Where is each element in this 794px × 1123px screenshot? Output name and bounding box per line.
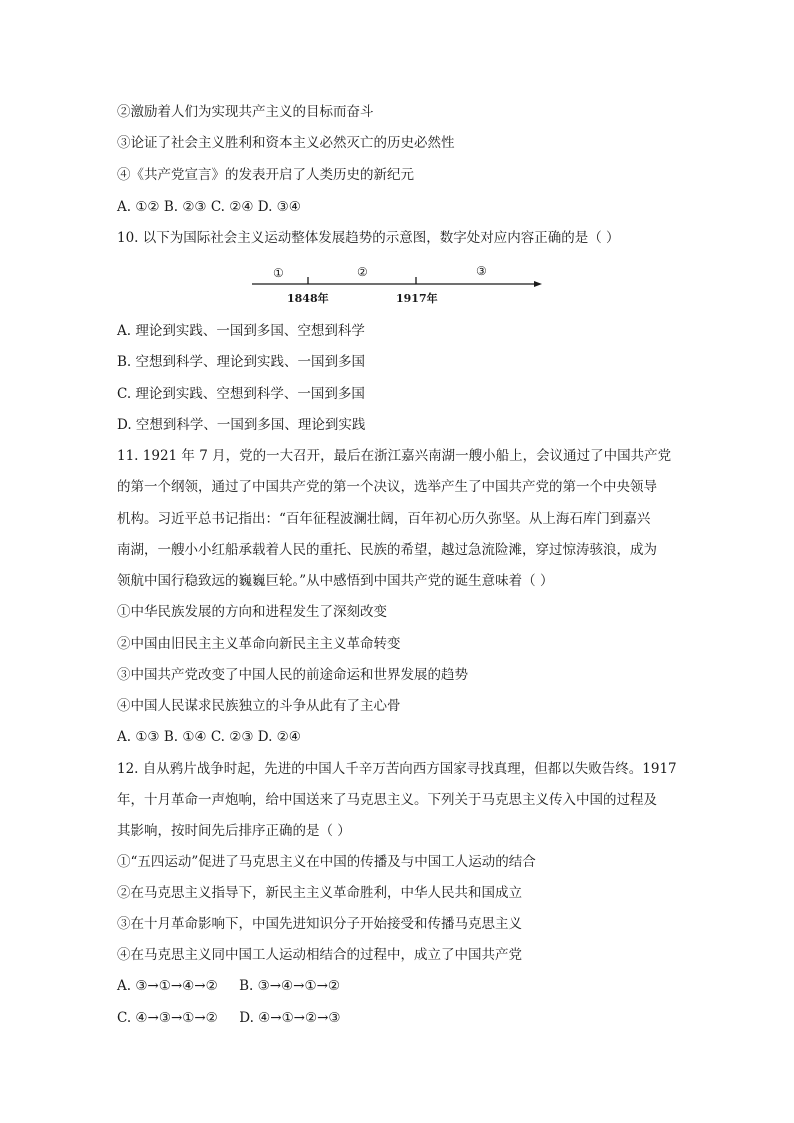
q11-stem-line-4: 南湖，一艘小小红船承载着人民的重托、民族的希望，越过急流险滩，穿过惊涛骇浪，成为 — [117, 542, 657, 558]
q11-stem-line-2: 的第一个纲领，通过了中国共产党的第一个决议，选举产生了中国共产党的第一个中央领导 — [117, 479, 657, 495]
q12-item-1: ①“五四运动”促进了马克思主义在中国的传播及与中国工人运动的结合 — [117, 854, 536, 870]
q11-options: A. ①③ B. ①④ C. ②③ D. ②④ — [117, 729, 301, 745]
q9-item-2: ②激励着人们为实现共产主义的目标而奋斗 — [117, 104, 374, 120]
q10-option-b: B. 空想到科学、理论到实践、一国到多国 — [117, 354, 366, 370]
q12-options-ab: A. ③→①→④→② B. ③→④→①→② — [117, 978, 340, 994]
q12-stem-line-1: 12. 自从鸦片战争时起，先进的中国人千辛万苦向西方国家寻找真理，但都以失败告终。1917 — [117, 761, 677, 777]
timeline-diagram — [252, 262, 552, 312]
q10-option-d: D. 空想到科学、一国到多国、理论到实践 — [117, 417, 366, 433]
q9-item-4: ④《共产党宣言》的发表开启了人类历史的新纪元 — [117, 167, 414, 183]
timeline-arrowhead — [534, 281, 542, 287]
timeline-segment-3: ③ — [476, 264, 487, 278]
q12-stem-line-3: 其影响，按时间先后排序正确的是（ ） — [117, 823, 351, 839]
q9-options: A. ①② B. ②③ C. ②④ D. ③④ — [117, 199, 301, 215]
q11-stem-line-1: 11. 1921 年 7 月，党的一大召开，最后在浙江嘉兴南湖一艘小船上，会议通过了中国共产党 — [117, 448, 672, 464]
q10-option-a: A. 理论到实践、一国到多国、空想到科学 — [117, 323, 365, 339]
timeline-segment-1: ① — [273, 266, 284, 280]
q12-options-cd: C. ④→③→①→② D. ④→①→②→③ — [117, 1010, 341, 1026]
q10-stem: 10. 以下为国际社会主义运动整体发展趋势的示意图，数字处对应内容正确的是（ ） — [117, 230, 620, 246]
q11-item-4: ④中国人民谋求民族独立的斗争从此有了主心骨 — [117, 698, 401, 714]
q12-item-3: ③在十月革命影响下，中国先进知识分子开始接受和传播马克思主义 — [117, 916, 522, 932]
q11-item-3: ③中国共产党改变了中国人民的前途命运和世界发展的趋势 — [117, 667, 468, 683]
q11-stem-line-5: 领航中国行稳致远的巍巍巨轮。”从中感悟到中国共产党的诞生意味着（ ） — [117, 573, 554, 589]
timeline-year-1848: 1848年 — [287, 292, 329, 305]
q12-item-2: ②在马克思主义指导下，新民主主义革命胜利，中华人民共和国成立 — [117, 885, 522, 901]
q11-stem-line-3: 机构。习近平总书记指出：“百年征程波澜壮阔，百年初心历久弥坚。从上海石库门到嘉兴 — [117, 511, 651, 527]
q12-item-4: ④在马克思主义同中国工人运动相结合的过程中，成立了中国共产党 — [117, 947, 522, 963]
q11-item-2: ②中国由旧民主主义革命向新民主主义革命转变 — [117, 636, 401, 652]
q9-item-3: ③论证了社会主义胜利和资本主义必然灭亡的历史必然性 — [117, 135, 455, 151]
timeline-year-1917: 1917年 — [396, 292, 438, 305]
timeline-segment-2: ② — [357, 265, 368, 279]
q12-stem-line-2: 年，十月革命一声炮响，给中国送来了马克思主义。下列关于马克思主义传入中国的过程及 — [117, 792, 657, 808]
q11-item-1: ①中华民族发展的方向和进程发生了深刻改变 — [117, 604, 387, 620]
q10-option-c: C. 理论到实践、空想到科学、一国到多国 — [117, 386, 365, 402]
